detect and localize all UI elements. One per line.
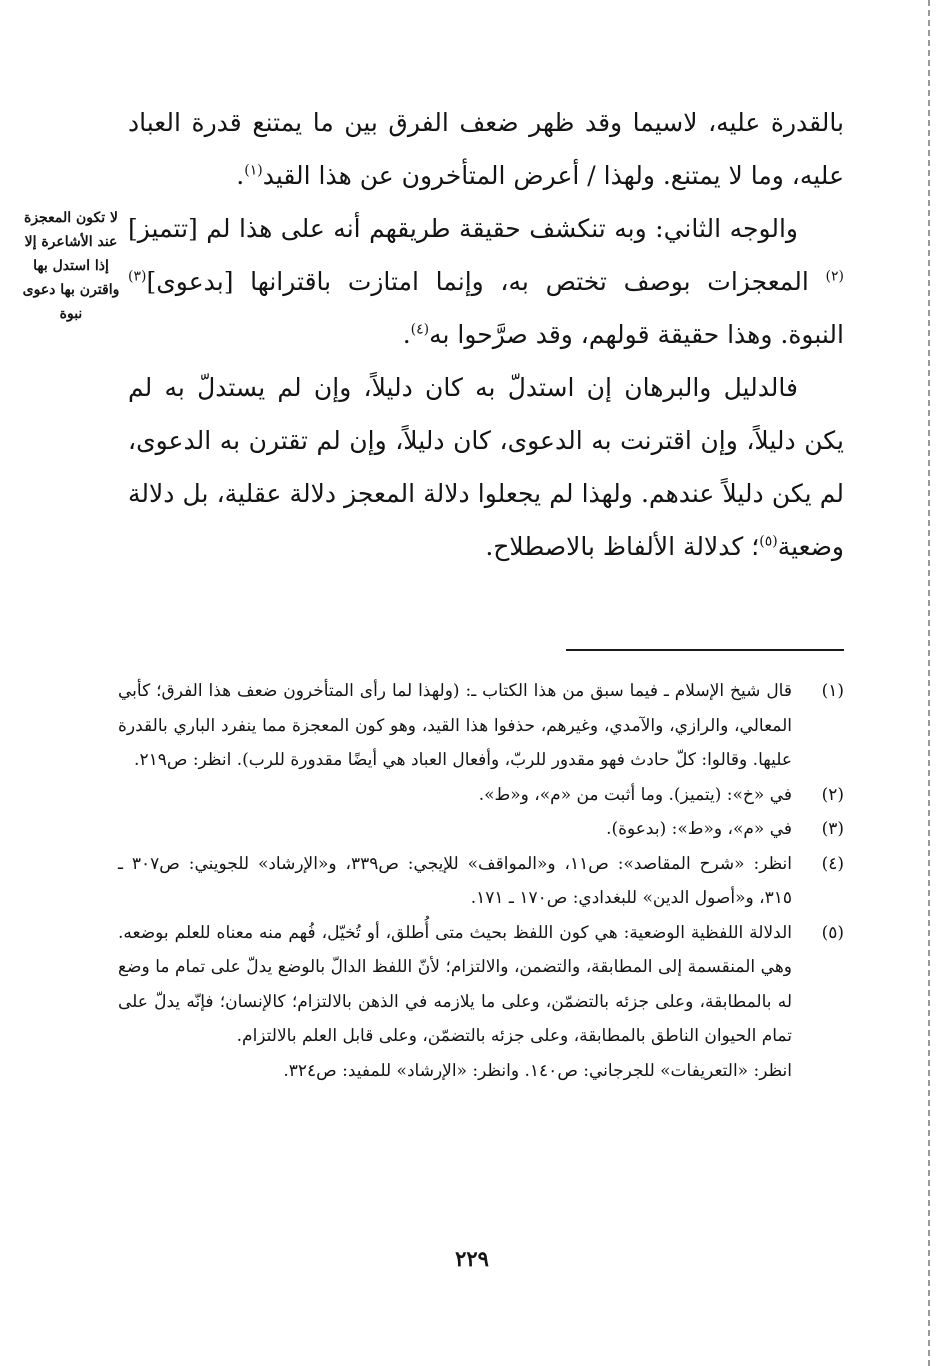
footnote-text: قال شيخ الإسلام ـ فيما سبق من هذا الكتاب ـ: (ولهذا لما رأى المتأخرون ضعف هذا الفرق؛ كأبي المعالي، والرازي، والآمدي، وغيرهم، حذفوا هذا القيد، وهو كون المعجزة مما ينفرد الباري بالقدرة عليها. وقالوا: كلّ حادث فهو مقدور للربّ، وأفعال العباد هي أيضًا مقدورة للرب). انظر: ص٢١٩. [118,681,792,770]
footnote-1 [118,674,844,778]
footnote-text: في «خ»: (يتميز). وما أثبت من «م»، و«ط». [478,784,792,805]
footnote-number: (٤) [821,853,844,874]
paragraph-1 [128,96,844,202]
paragraph-2-text-c: النبوة. وهذا حقيقة قولهم، وقد صرَّحوا به [429,320,844,349]
footnote-text: انظر: «شرح المقاصد»: ص١١، و«المواقف» للإيجي: ص٣٣٩، و«الإرشاد» للجويني: ص٣٠٧ ـ ٣١٥، و«أصول الدين» للبغدادي: ص١٧٠ ـ ١٧١. [118,853,792,908]
footnote-ref-4: (٤) [410,321,430,338]
footnote-ref-3: (٣) [128,268,147,285]
paragraph-3-text-b: ؛ كدلالة الألفاظ بالاصطلاح. [485,532,760,561]
footnote-ref-5: (٥) [759,533,778,550]
footnote-text: الدلالة اللفظية الوضعية: هي كون اللفظ بحيث متى أُطلق، أو تُخيّل، فُهم منه معناه للعلم بوضعه. وهي المنقسمة إلى المطابقة، والتضمن، والالتزام؛ لأنّ اللفظ الدالّ بالوضع يدلّ على تمام ما وضع له بالمطابقة، وعلى جزئه بالتضمّن، وعلى ما يلازمه في الذهن بالالتزام؛ كالإنسان؛ فإنّه يدلّ على تمام الحيوان الناطق بالمطابقة، وعلى جزئه بالتضمّن، وعلى قابل العلم بالالتزام. [118,922,792,1046]
footnote-3 [118,812,844,847]
page-number: ٢٢٩ [455,1246,489,1271]
footnote-ref-2: (٢) [825,268,844,285]
footnote-number: (١) [821,681,844,701]
paragraph-3 [128,361,844,573]
main-text-body [128,96,844,573]
footnote-number: (٥) [821,922,844,943]
footnote-ref-1: (١) [244,162,263,179]
footnote-5 [118,916,844,1054]
page-edge-dashed-line [928,0,930,1366]
footnotes [118,674,844,1088]
paragraph-1-text: بالقدرة عليه، لاسيما وقد ظهر ضعف الفرق بين ما يمتنع قدرة العباد عليه، وما لا يمتنع. ولهذا / أعرض المتأخرون عن هذا القيد [128,108,844,190]
paragraph-2 [128,202,844,361]
footnote-number: (٢) [821,784,844,805]
footnote-text: في «م»، و«ط»: (بدعوة). [606,819,792,839]
footnote-separator [566,649,844,651]
margin-note: لا تكون المعجزة عند الأشاعرة إلا إذا استدل بها واقترن بها دعوى نبوة [22,210,120,322]
paragraph-2-text-b: المعجزات بوصف تختص به، وإنما امتازت باقترانها [بدعوى] [146,267,826,296]
footnote-2 [118,778,844,813]
paragraph-3-text-a: فالدليل والبرهان إن استدلّ به كان دليلاً، وإن لم يستدلّ به لم يكن دليلاً، وإن اقترنت به الدعوى، كان دليلاً، وإن لم تقترن به الدعوى، لم يكن دليلاً عندهم. ولهذا لم يجعلوا دلالة المعجز دلالة عقلية، بل دلالة وضعية [128,373,844,561]
paragraph-2-text-a: والوجه الثاني: وبه تنكشف حقيقة طريقهم أنه على هذا لم [تتميز] [128,214,798,243]
footnote-reference-line: انظر: «التعريفات» للجرجاني: ص١٤٠. وانظر: «الإرشاد» للمفيد: ص٣٢٤. [283,1060,792,1081]
footnote-4 [118,847,844,916]
paragraph-1-end: . [236,161,245,190]
footnote-number: (٣) [821,819,844,839]
paragraph-2-end: . [402,320,411,349]
